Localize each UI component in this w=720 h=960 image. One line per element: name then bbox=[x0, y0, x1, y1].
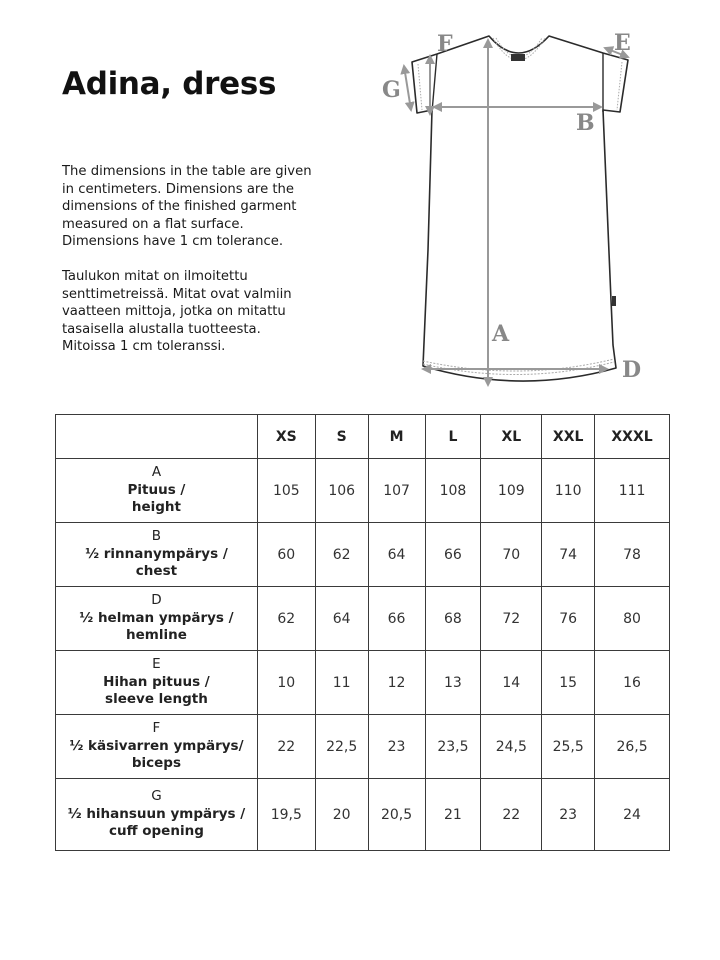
table-cell: 24,5 bbox=[481, 715, 542, 779]
table-cell: 106 bbox=[315, 459, 368, 523]
size-header: L bbox=[425, 415, 481, 459]
size-header: XXXL bbox=[595, 415, 670, 459]
table-cell: 22,5 bbox=[315, 715, 368, 779]
table-cell: 111 bbox=[595, 459, 670, 523]
dress-outline bbox=[412, 36, 628, 381]
label-a: A bbox=[492, 321, 510, 347]
size-header: S bbox=[315, 415, 368, 459]
size-header: XXL bbox=[542, 415, 595, 459]
measurement-name-english: cuff opening bbox=[109, 823, 204, 840]
measurement-name: Hihan pituus / bbox=[103, 673, 210, 690]
label-e: E bbox=[614, 30, 631, 56]
table-cell: 23 bbox=[368, 715, 425, 779]
table-cell: 107 bbox=[368, 459, 425, 523]
page-title: Adina, dress bbox=[62, 66, 277, 102]
measurement-label bbox=[56, 587, 258, 651]
measurement-letter: E bbox=[152, 656, 161, 673]
table-cell: 78 bbox=[595, 523, 670, 587]
size-header: XL bbox=[481, 415, 542, 459]
measurement-label bbox=[56, 715, 258, 779]
table-cell: 13 bbox=[425, 651, 481, 715]
side-tag bbox=[612, 296, 616, 306]
label-b: B bbox=[576, 110, 595, 136]
table-cell: 25,5 bbox=[542, 715, 595, 779]
table-cell: 21 bbox=[425, 779, 481, 851]
table-cell: 19,5 bbox=[257, 779, 315, 851]
description-line: Dimensions have 1 cm tolerance. bbox=[62, 234, 284, 250]
measurement-letter: D bbox=[151, 592, 162, 609]
table-cell: 62 bbox=[315, 523, 368, 587]
measurement-label bbox=[56, 523, 258, 587]
table-cell: 76 bbox=[542, 587, 595, 651]
header-empty bbox=[56, 415, 258, 459]
table-cell: 64 bbox=[315, 587, 368, 651]
table-cell: 62 bbox=[257, 587, 315, 651]
table-cell: 23 bbox=[542, 779, 595, 851]
table-cell: 12 bbox=[368, 651, 425, 715]
table-cell: 60 bbox=[257, 523, 315, 587]
measurement-name: ½ hihansuun ympärys / bbox=[67, 805, 246, 822]
table-row bbox=[56, 459, 670, 523]
description-line: tasaisella alustalla tuotteesta. bbox=[62, 321, 261, 337]
table-cell: 20,5 bbox=[368, 779, 425, 851]
measurement-name: ½ käsivarren ympärys/ bbox=[69, 737, 244, 754]
table-row bbox=[56, 587, 670, 651]
table-cell: 20 bbox=[315, 779, 368, 851]
measurement-name: ½ helman ympärys / bbox=[79, 609, 234, 626]
label-f: F bbox=[437, 31, 453, 57]
description-line: dimensions of the finished garment bbox=[62, 199, 297, 215]
table-cell: 14 bbox=[481, 651, 542, 715]
table-row bbox=[56, 715, 670, 779]
left-sleeve-seam bbox=[432, 54, 437, 112]
size-chart-table bbox=[55, 414, 670, 851]
description-english bbox=[62, 163, 332, 251]
measurement-label bbox=[56, 779, 258, 851]
label-g: G bbox=[382, 77, 401, 103]
table-cell: 66 bbox=[368, 587, 425, 651]
table-cell: 10 bbox=[257, 651, 315, 715]
table-header-row bbox=[56, 415, 670, 459]
table-cell: 74 bbox=[542, 523, 595, 587]
table-cell: 80 bbox=[595, 587, 670, 651]
table-cell: 23,5 bbox=[425, 715, 481, 779]
measurement-name-english: sleeve length bbox=[105, 691, 208, 708]
size-header: M bbox=[368, 415, 425, 459]
table-cell: 105 bbox=[257, 459, 315, 523]
measurement-label bbox=[56, 651, 258, 715]
table-cell: 108 bbox=[425, 459, 481, 523]
measurement-label bbox=[56, 459, 258, 523]
table-cell: 15 bbox=[542, 651, 595, 715]
table-cell: 11 bbox=[315, 651, 368, 715]
table-cell: 16 bbox=[595, 651, 670, 715]
description-line: Mitoissa 1 cm toleranssi. bbox=[62, 339, 226, 355]
description-line: vaatteen mittoja, jotka on mitattu bbox=[62, 304, 286, 320]
neck-label bbox=[511, 54, 525, 61]
table-cell: 24 bbox=[595, 779, 670, 851]
measurement-name-english: chest bbox=[135, 563, 178, 580]
table-cell: 70 bbox=[481, 523, 542, 587]
table-cell: 22 bbox=[481, 779, 542, 851]
table-cell: 110 bbox=[542, 459, 595, 523]
table-cell: 109 bbox=[481, 459, 542, 523]
measurement-name: Pituus / bbox=[127, 481, 186, 498]
measurement-letter: B bbox=[151, 528, 162, 545]
measurement-name-english: hemline bbox=[126, 627, 187, 644]
table-row bbox=[56, 651, 670, 715]
description-line: senttimetreissä. Mitat ovat valmiin bbox=[62, 286, 292, 302]
measurement-letter: A bbox=[151, 464, 162, 481]
description-line: in centimeters. Dimensions are the bbox=[62, 181, 295, 197]
dress-measurement-diagram bbox=[370, 20, 660, 400]
table-cell: 64 bbox=[368, 523, 425, 587]
label-d: D bbox=[622, 357, 642, 383]
measurement-letter: G bbox=[151, 788, 162, 805]
measurement-letter: F bbox=[152, 720, 161, 737]
table-cell: 26,5 bbox=[595, 715, 670, 779]
table-cell: 72 bbox=[481, 587, 542, 651]
description-line: Taulukon mitat on ilmoitettu bbox=[62, 269, 248, 284]
table-row bbox=[56, 523, 670, 587]
description-finnish bbox=[62, 268, 332, 356]
measurement-name: ½ rinnanympärys / bbox=[85, 545, 228, 562]
measurement-name-english: biceps bbox=[131, 755, 182, 772]
description-line: measured on a flat surface. bbox=[62, 216, 244, 232]
table-row bbox=[56, 779, 670, 851]
table-cell: 68 bbox=[425, 587, 481, 651]
size-header: XS bbox=[257, 415, 315, 459]
description-line: The dimensions in the table are given bbox=[62, 164, 312, 179]
table-cell: 22 bbox=[257, 715, 315, 779]
table-cell: 66 bbox=[425, 523, 481, 587]
measurement-name-english: height bbox=[131, 499, 181, 516]
measure-g-line bbox=[404, 66, 411, 110]
